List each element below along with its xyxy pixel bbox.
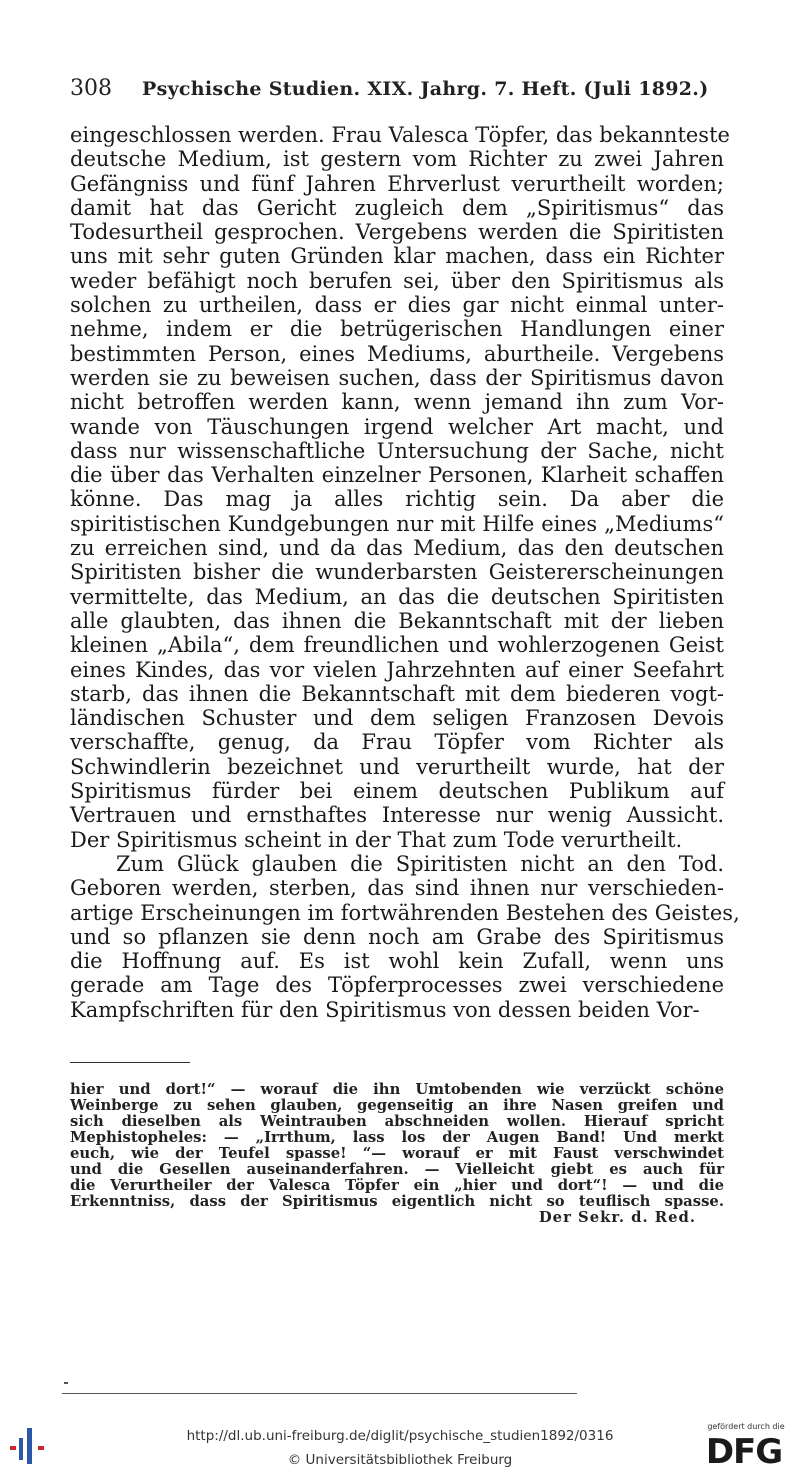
footnote-line: Erkenntniss, dass der Spiritismus eigentlich nicht so teuflisch spasse. bbox=[70, 1193, 724, 1210]
text-line: dass nur wissenschaftliche Untersuchung der Sache, nicht bbox=[70, 438, 724, 463]
text-line: damit hat das Gericht zugleich dem „Spiritismus“ das bbox=[70, 195, 724, 220]
text-line: Spiritisten bisher die wunderbarsten Geistererscheinungen bbox=[70, 560, 724, 585]
text-line: Spiritismus fürder bei einem deutschen Publikum auf bbox=[70, 779, 724, 804]
running-head: Psychische Studien. XIX. Jahrg. 7. Heft. (Juli 1892.) bbox=[142, 78, 709, 100]
text-line: bestimmten Person, eines Mediums, aburtheile. Vergebens bbox=[70, 341, 724, 366]
footnote bbox=[70, 1082, 724, 1226]
text-line: alle glaubten, das ihnen die Bekanntschaft mit der lieben bbox=[70, 608, 724, 633]
text-line: Schwindlerin bezeichnet und verurtheilt wurde, hat der bbox=[70, 754, 724, 779]
text-line: spiritistischen Kundgebungen nur mit Hilfe eines „Mediums“ bbox=[70, 511, 724, 536]
text-line: ländischen Schuster und dem seligen Franzosen Devois bbox=[70, 706, 724, 731]
text-line: zu erreichen sind, und da das Medium, das den deutschen bbox=[70, 536, 724, 561]
text-line: starb, das ihnen die Bekanntschaft mit dem biederen vogt- bbox=[70, 681, 724, 706]
text-line: werden sie zu beweisen suchen, dass der Spiritismus davon bbox=[70, 365, 724, 390]
source-url[interactable]: http://dl.ub.uni-freiburg.de/diglit/psychische_studien1892/0316 bbox=[186, 1428, 614, 1444]
footnote-line: euch, wie der Teufel spasse! “— worauf er mit Faust verschwindet bbox=[70, 1145, 724, 1162]
text-line: Der Spiritismus scheint in der That zum Tode verurtheilt. bbox=[70, 827, 683, 852]
text-line: verschaffte, genug, da Frau Töpfer vom Richter als bbox=[70, 730, 724, 755]
text-line: Kampfschriften für den Spiritismus von dessen beiden Vor- bbox=[70, 997, 700, 1022]
footnote-line: die Verurtheiler der Valesca Töpfer ein „hier und dort“! — und die bbox=[70, 1177, 724, 1194]
scan-mark bbox=[64, 1382, 68, 1384]
text-line: uns mit sehr guten Gründen klar machen, dass ein Richter bbox=[70, 244, 724, 269]
text-line: deutsche Medium, ist gestern vom Richter zu zwei Jahren bbox=[70, 147, 724, 172]
text-line: Vertrauen und ernsthaftes Interesse nur wenig Aussicht. bbox=[70, 803, 724, 828]
text-line: vermittelte, das Medium, an das die deutschen Spiritisten bbox=[70, 584, 724, 609]
footnote-line: Weinberge zu sehen glauben, gegenseitig an ihre Nasen greifen und bbox=[70, 1097, 724, 1114]
digitization-footer bbox=[0, 1420, 800, 1474]
footnote-line: und die Gesellen auseinanderfahren. — Vielleicht giebt es auch für bbox=[70, 1161, 724, 1178]
text-line: nicht betroffen werden kann, wenn jemand ihn zum Vor- bbox=[70, 390, 724, 415]
footnote-rule bbox=[70, 1062, 190, 1063]
footnote-line: sich dieselben als Weintrauben abschneiden wollen. Hierauf spricht bbox=[70, 1113, 724, 1130]
text-line: könne. Das mag ja alles richtig sein. Da aber die bbox=[70, 487, 724, 512]
text-line: und so pflanzen sie denn noch am Grabe des Spiritismus bbox=[70, 924, 724, 949]
footnote-line: hier und dort!“ — worauf die ihn Umtobenden wie verzückt schöne bbox=[70, 1081, 724, 1098]
footnote-line: Mephistopheles: — „Irrthum, lass los der Augen Band! Und merkt bbox=[70, 1129, 724, 1146]
text-line: Geboren werden, sterben, das sind ihnen nur verschieden- bbox=[70, 876, 724, 901]
body-text bbox=[70, 123, 740, 1022]
scan-rule bbox=[62, 1393, 577, 1394]
text-line: kleinen „Abila“, dem freundlichen und wohlerzogenen Geist bbox=[70, 633, 724, 658]
text-line: eingeschlossen werden. Frau Valesca Töpfer, das bekannteste bbox=[70, 123, 730, 147]
editor-signature: Der Sekr. d. Red. bbox=[538, 1209, 696, 1226]
text-line: wande von Täuschungen irgend welcher Art macht, und bbox=[70, 414, 724, 439]
text-line: die Hoffnung auf. Es ist wohl kein Zufall, wenn uns bbox=[70, 949, 724, 974]
text-line: Todesurtheil gesprochen. Vergebens werden die Spiritisten bbox=[70, 220, 724, 245]
page-number: 308 bbox=[70, 76, 112, 101]
text-line: weder befähigt noch berufen sei, über den Spiritismus als bbox=[70, 268, 724, 293]
page-header bbox=[70, 76, 720, 106]
dfg-logo-icon: DFG bbox=[705, 1432, 783, 1472]
text-line: solchen zu urtheilen, dass er dies gar nicht einmal unter- bbox=[70, 293, 724, 318]
copyright-notice: © Universitätsbibliothek Freiburg bbox=[287, 1452, 513, 1468]
text-line: Gefängniss und fünf Jahren Ehrverlust verurtheilt worden; bbox=[70, 171, 724, 196]
dfg-funding-label: gefördert durch die bbox=[707, 1422, 785, 1431]
text-line: nehme, indem er die betrügerischen Handlungen einer bbox=[70, 317, 724, 342]
text-line: die über das Verhalten einzelner Personen, Klarheit schaffen bbox=[70, 463, 724, 488]
text-line: eines Kindes, das vor vielen Jahrzehnten auf einer Seefahrt bbox=[70, 657, 724, 682]
text-line: Zum Glück glauben die Spiritisten nicht an den Tod. bbox=[116, 851, 724, 876]
text-line: artige Erscheinungen im fortwährenden Bestehen des Geistes, bbox=[70, 900, 740, 925]
text-line: gerade am Tage des Töpferprocesses zwei verschiedene bbox=[70, 973, 724, 998]
